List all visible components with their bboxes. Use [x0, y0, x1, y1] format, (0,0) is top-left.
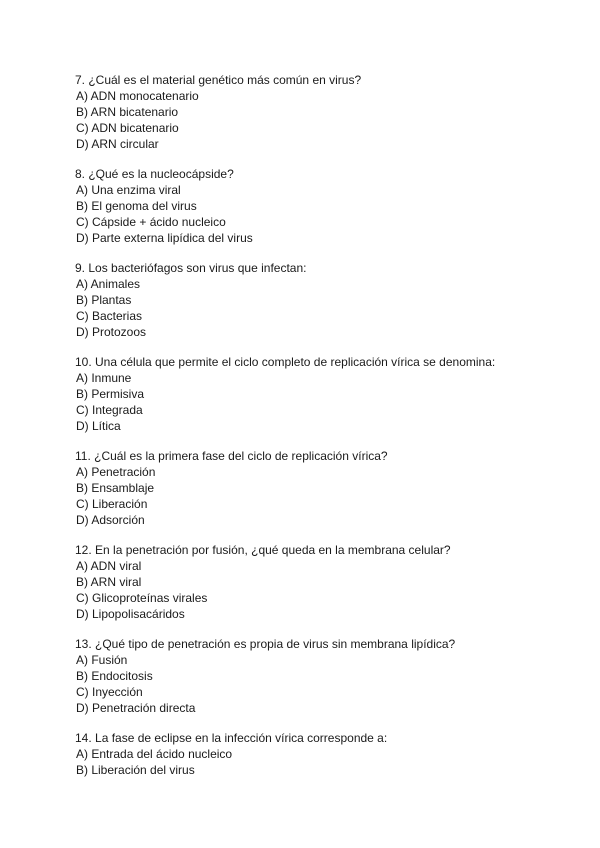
question-text: 14. La fase de eclipse en la infección vírica corresponde a:: [75, 731, 388, 745]
option-b: B) ARN bicatenario: [76, 105, 179, 119]
question-10: [75, 354, 575, 434]
option-d: D) Lipopolisacáridos: [76, 607, 185, 621]
question-14: [75, 730, 575, 778]
question-8: [75, 166, 575, 246]
option-b: B) Ensamblaje: [76, 481, 155, 495]
option-b: B) El genoma del virus: [76, 199, 197, 213]
option-d: D) ARN circular: [76, 137, 159, 151]
option-a: A) Fusión: [76, 653, 128, 667]
question-13: [75, 636, 575, 716]
option-b: B) Plantas: [76, 293, 132, 307]
question-text: 10. Una célula que permite el ciclo completo de replicación vírica se denomina:: [75, 355, 496, 369]
option-d: D) Protozoos: [76, 325, 147, 339]
option-a: A) ADN monocatenario: [76, 89, 199, 103]
option-c: C) ADN bicatenario: [76, 121, 179, 135]
question-text: 11. ¿Cuál es la primera fase del ciclo de replicación vírica?: [75, 449, 388, 463]
question-text: 7. ¿Cuál es el material genético más común en virus?: [75, 73, 362, 87]
option-a: A) Entrada del ácido nucleico: [76, 747, 233, 761]
question-text: 9. Los bacteriófagos son virus que infectan:: [75, 261, 307, 275]
option-c: C) Integrada: [76, 403, 143, 417]
question-11: [75, 448, 575, 528]
option-b: B) Liberación del virus: [76, 763, 195, 777]
option-b: B) Endocitosis: [76, 669, 153, 683]
question-text: 12. En la penetración por fusión, ¿qué queda en la membrana celular?: [75, 543, 451, 557]
option-d: D) Penetración directa: [76, 701, 196, 715]
option-c: C) Liberación: [76, 497, 148, 511]
question-text: 8. ¿Qué es la nucleocápside?: [75, 167, 234, 181]
option-b: B) Permisiva: [76, 387, 145, 401]
option-c: C) Bacterias: [76, 309, 143, 323]
option-d: D) Lítica: [76, 419, 121, 433]
option-c: C) Inyección: [76, 685, 143, 699]
option-a: A) Animales: [76, 277, 141, 291]
question-7: [75, 72, 575, 152]
question-12: [75, 542, 575, 622]
option-d: D) Adsorción: [76, 513, 145, 527]
option-c: C) Glicoproteínas virales: [76, 591, 208, 605]
option-a: A) Penetración: [76, 465, 156, 479]
option-a: A) ADN viral: [76, 559, 142, 573]
option-b: B) ARN viral: [76, 575, 142, 589]
option-a: A) Inmune: [76, 371, 132, 385]
option-a: A) Una enzima viral: [76, 183, 181, 197]
question-9: [75, 260, 575, 340]
document-page: [75, 72, 575, 792]
option-d: D) Parte externa lipídica del virus: [76, 231, 253, 245]
question-text: 13. ¿Qué tipo de penetración es propia de virus sin membrana lipídica?: [75, 637, 456, 651]
option-c: C) Cápside + ácido nucleico: [76, 215, 226, 229]
